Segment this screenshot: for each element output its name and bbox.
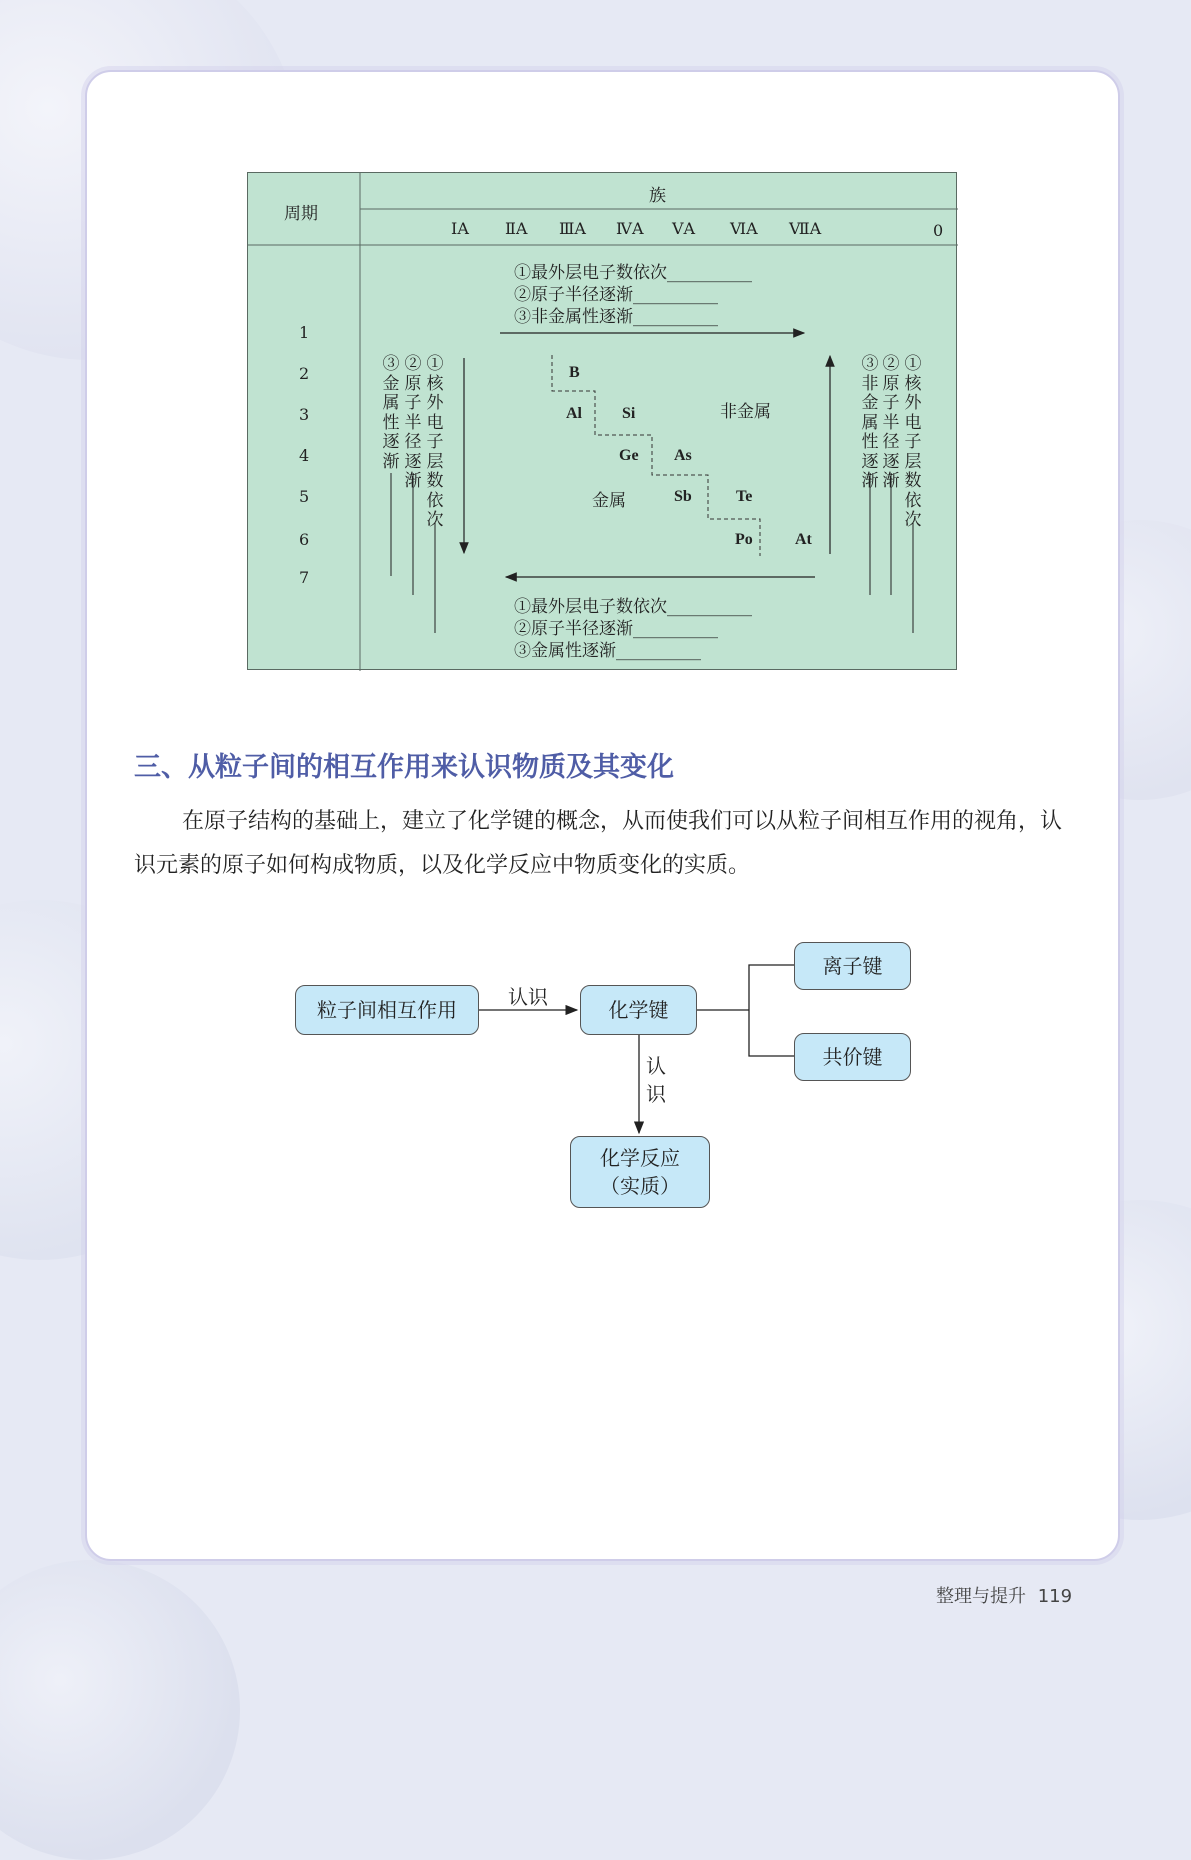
group-label: 0: [933, 221, 944, 240]
group-label: ⅥA: [730, 219, 758, 238]
period-number: 3: [299, 405, 310, 424]
period-number: 2: [299, 364, 310, 383]
top-note: ③非金属性逐渐__________: [514, 307, 718, 327]
period-number: 4: [299, 446, 310, 465]
left-vertical-note: ①核外电子层数依次: [426, 354, 444, 530]
element-symbol: At: [795, 531, 812, 548]
nonmetal-label: 非金属: [720, 402, 771, 422]
period-number: 6: [299, 530, 310, 549]
recognize-vertical-label: 认识: [646, 1054, 666, 1106]
bottom-note: ③金属性逐渐__________: [514, 641, 701, 661]
element-symbol: As: [674, 447, 692, 464]
group-label: ⅠA: [451, 219, 469, 238]
chemical-bond-box: 化学键: [580, 985, 697, 1035]
group-label: ⅡA: [505, 219, 528, 238]
element-symbol: Si: [622, 405, 636, 422]
group-label: ⅤA: [672, 219, 696, 238]
reaction-subtitle: （实质）: [600, 1174, 680, 1198]
top-note: ①最外层电子数依次__________: [514, 263, 752, 283]
group-label: ⅦA: [789, 219, 822, 238]
reaction-title: 化学反应: [600, 1146, 680, 1170]
top-note: ②原子半径逐渐__________: [514, 285, 718, 305]
period-number: 1: [299, 323, 310, 342]
period-number: 7: [299, 568, 310, 587]
right-vertical-note: ①核外电子层数依次: [904, 354, 922, 530]
ionic-bond-box: 离子键: [794, 942, 911, 990]
element-symbol: Po: [735, 531, 753, 548]
recognize-label: 认识: [508, 985, 548, 1009]
element-symbol: Sb: [674, 488, 692, 505]
covalent-bond-box: 共价键: [794, 1033, 911, 1081]
element-symbol: B: [569, 364, 580, 381]
group-label: ⅣA: [616, 219, 644, 238]
element-symbol: Al: [566, 405, 582, 422]
left-vertical-note: ③金属性逐渐: [382, 354, 400, 472]
period-header: 周期: [284, 204, 318, 224]
left-vertical-note: ②原子半径逐渐: [404, 354, 422, 491]
body-paragraph: 在原子结构的基础上，建立了化学键的概念，从而使我们可以从粒子间相互作用的视角，认识元素的原子如何构成物质，以及化学反应中物质变化的实质。: [134, 809, 1063, 878]
right-vertical-note: ②原子半径逐渐: [882, 354, 900, 491]
group-label: ⅢA: [559, 219, 586, 238]
footer-label: 整理与提升: [936, 1586, 1026, 1607]
chemical-reaction-box: [570, 1136, 710, 1208]
metal-label: 金属: [592, 491, 626, 511]
bottom-note: ②原子半径逐渐__________: [514, 619, 718, 639]
page-number: 119: [1037, 1586, 1073, 1607]
bottom-note: ①最外层电子数依次__________: [514, 597, 752, 617]
section-heading: 三、从粒子间的相互作用来认识物质及其变化: [134, 752, 674, 783]
period-number: 5: [299, 487, 310, 506]
right-vertical-note: ③非金属性逐渐: [861, 354, 879, 491]
group-header: 族: [649, 186, 666, 206]
element-symbol: Ge: [619, 447, 639, 464]
page-footer: [936, 1582, 1072, 1608]
element-symbol: Te: [736, 488, 753, 505]
particle-interaction-box: 粒子间相互作用: [295, 985, 479, 1035]
